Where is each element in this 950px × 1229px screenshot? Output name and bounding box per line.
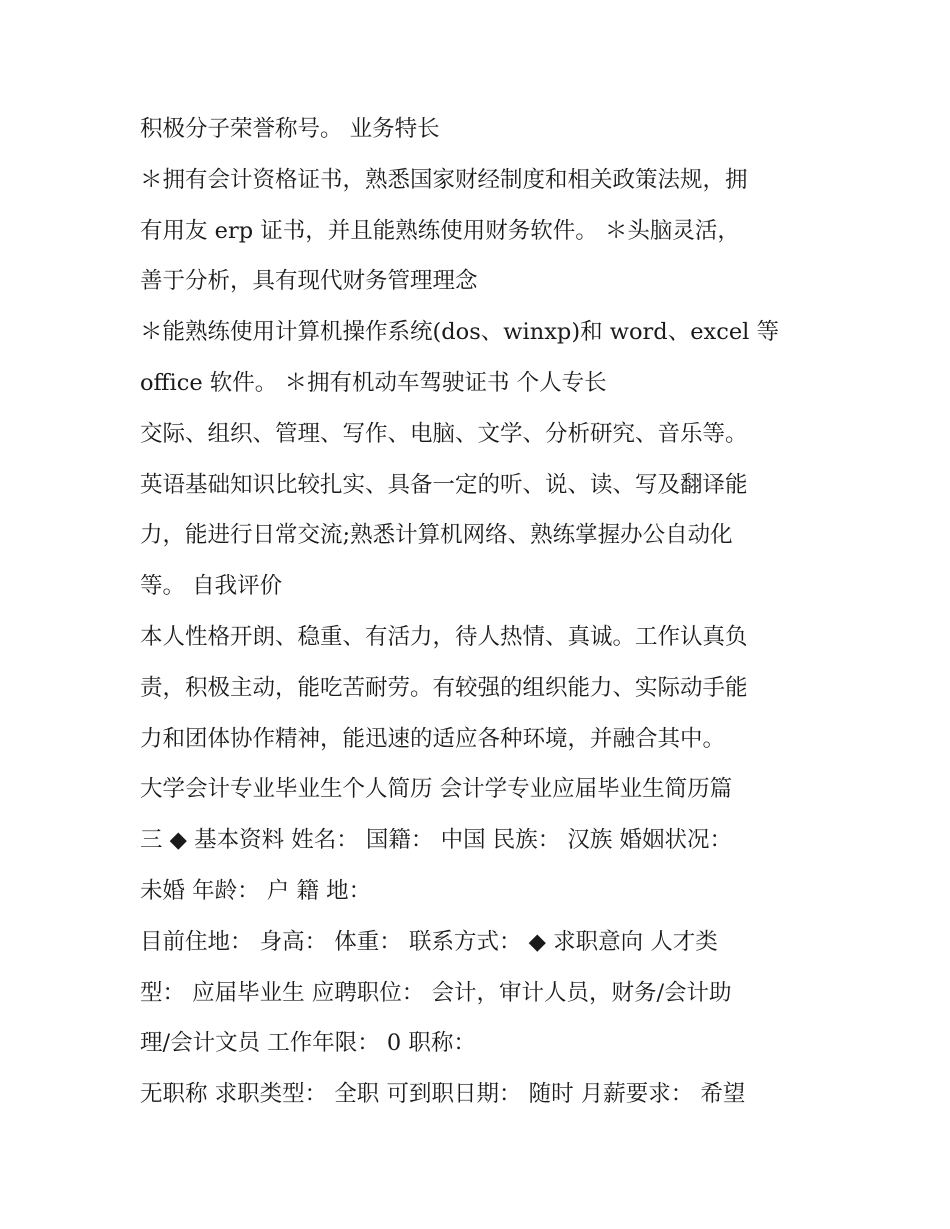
text-line: 积极分子荣誉称号。 业务特长 <box>140 116 440 142</box>
text-line: ＊拥有会计资格证书，熟悉国家财经制度和相关政策法规，拥 <box>140 166 748 193</box>
text-line: 力，能进行日常交流;熟悉计算机网络、熟练掌握办公自动化 <box>140 522 733 549</box>
text-line: 目前住地： 身高： 体重： 联系方式： ◆ 求职意向 人才类 <box>140 928 718 955</box>
text-line: 三 ◆ 基本资料 姓名： 国籍： 中国 民族： 汉族 婚姻状况： <box>140 827 733 854</box>
text-line: 等。 自我评价 <box>140 573 283 600</box>
text-line: ＊能熟练使用计算机操作系统(dos、winxp)和 word、excel 等 <box>140 319 779 346</box>
text-line: 责，积极主动，能吃苦耐劳。有较强的组织能力、实际动手能 <box>140 674 748 701</box>
text-line: 交际、组织、管理、写作、电脑、文学、分析研究、音乐等。 <box>140 420 748 447</box>
document-body <box>140 104 830 1120</box>
text-line: 大学会计专业毕业生个人简历 会计学专业应届毕业生简历篇 <box>140 776 733 803</box>
text-line: 善于分析，具有现代财务管理理念 <box>140 268 478 295</box>
text-line: 英语基础知识比较扎实、具备一定的听、说、读、写及翻译能 <box>140 471 748 498</box>
text-line: 未婚 年龄： 户 籍 地： <box>140 877 372 904</box>
text-line: 有用友 erp 证书，并且能熟练使用财务软件。 ＊头脑灵活， <box>140 217 740 244</box>
text-line: 无职称 求职类型： 全职 可到职日期： 随时 月薪要求： 希望 <box>140 1081 746 1108</box>
text-line: 理/会计文员 工作年限： 0 职称： <box>140 1030 476 1057</box>
text-line: 型： 应届毕业生 应聘职位： 会计，审计人员，财务/会计助 <box>140 979 732 1006</box>
text-line: office 软件。 ＊拥有机动车驾驶证书 个人专长 <box>140 369 607 396</box>
text-line: 力和团体协作精神，能迅速的适应各种环境，并融合其中。 <box>140 725 726 752</box>
text-line: 本人性格开朗、稳重、有活力，待人热情、真诚。工作认真负 <box>140 623 748 650</box>
